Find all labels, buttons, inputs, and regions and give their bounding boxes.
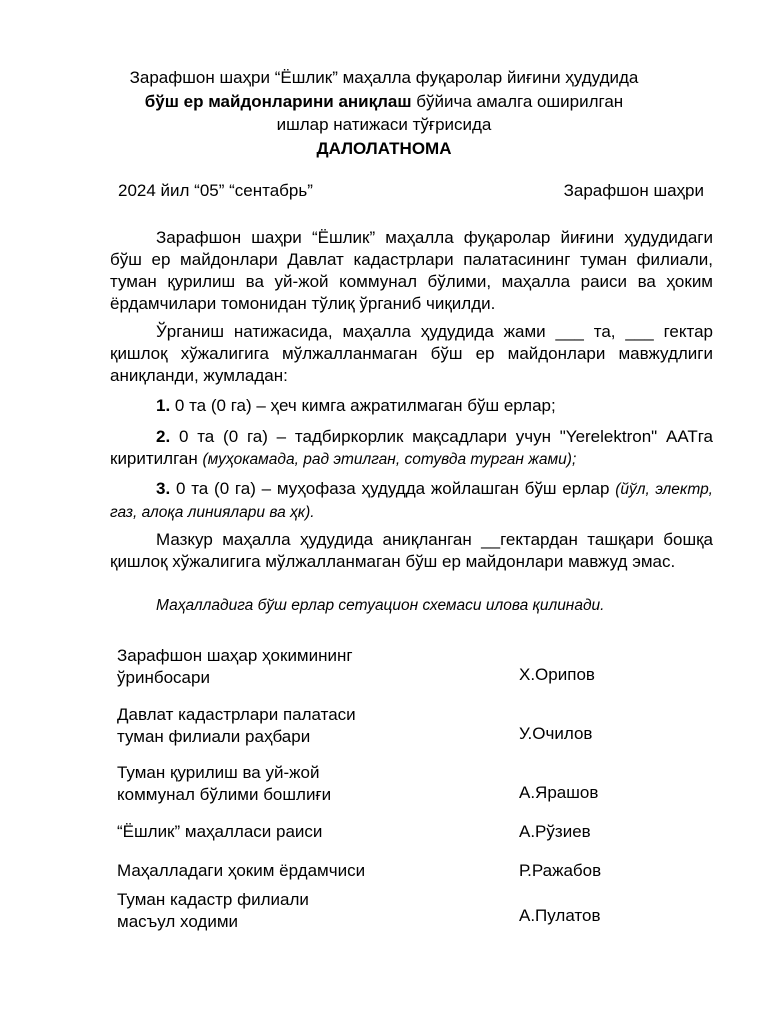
list-item-text: 0 та (0 га) – муҳофаза ҳудудда жойлашган бўш ерлар xyxy=(170,479,616,498)
list-item xyxy=(110,478,713,524)
paragraph-findings: Ўрганиш натижасида, маҳалла ҳудудида жами ___ та, ___ гектар қишлоқ хўжалигига мўлжалланмаган бўш ер майдонлари мавжудлиги аниқланди, жумладан: xyxy=(110,322,713,385)
signature-title-line: Давлат кадастрлари палатаси xyxy=(117,705,356,724)
signature-name: У.Очилов xyxy=(519,724,593,743)
signature-title xyxy=(117,762,497,805)
signature-title xyxy=(117,860,497,882)
list-item-number: 3. xyxy=(156,479,171,498)
header-line-2-bold: бўш ер майдонларини аниқлаш xyxy=(144,91,412,111)
signature-title-line: Маҳалладаги ҳоким ёрдамчиси xyxy=(117,861,366,880)
list-item-note: (муҳокамада, рад этилган, сотувда турган жами); xyxy=(202,451,577,468)
signature-name: А.Пулатов xyxy=(519,906,601,925)
signature-title-line: “Ёшлик” маҳалласи раиси xyxy=(117,822,323,841)
signature-title-line: туман филиали раҳбари xyxy=(117,726,311,746)
document-place: Зарафшон шаҳри xyxy=(563,181,704,200)
signature-name: Х.Орипов xyxy=(519,665,595,684)
list-item-number: 2. xyxy=(156,427,171,446)
list-item-note: (йўл, электр, газ, алоқа линиялари ва ҳк). xyxy=(110,481,713,521)
header-line-2 xyxy=(0,90,768,114)
signature-title xyxy=(117,889,497,932)
signature-title-line: масъул ходими xyxy=(117,911,239,931)
document-header xyxy=(0,66,768,160)
attachment-note: Маҳалладига бўш ерлар сетуацион схемаси илова қилинади. xyxy=(156,597,605,614)
signature-title-line: ўринбосари xyxy=(117,667,210,687)
signature-name: А.Рўзиев xyxy=(519,822,591,841)
list-item xyxy=(110,426,713,471)
document-date: 2024 йил “05” “сентабрь” xyxy=(118,181,313,200)
list-item-text: 0 та (0 га) – тадбиркорлик мақсадлари учун "Yerelektron" ААТга киритилган xyxy=(110,427,713,468)
signature-title xyxy=(117,821,497,843)
signature-name: Р.Ражабов xyxy=(519,861,602,880)
signature-title-line: коммунал бўлими бошлиғи xyxy=(117,784,332,804)
document-title: ДАЛОЛАТНОМА xyxy=(316,138,452,158)
paragraph-intro: Зарафшон шаҳри “Ёшлик” маҳалла фуқаролар йиғини ҳудудидаги бўш ер майдонлари Давлат кадастрлари палатасининг туман филиали, туман қурилиш ва уй-жой коммунал бўлими, маҳалла раиси ва ҳоким ёрдамчилари томонидан тўлиқ ўрганиб чиқилди. xyxy=(110,228,713,313)
paragraph-conclusion: Мазкур маҳалла ҳудудида аниқланган __гектардан ташқари бошқа қишлоқ хўжалигига мўлжалланмаган бўш ер майдонлари мавжуд эмас. xyxy=(110,530,713,571)
signature-title xyxy=(117,645,497,688)
signature-name: А.Ярашов xyxy=(519,783,599,802)
list-item-text: 0 та (0 га) – ҳеч кимга ажратилмаган бўш ерлар; xyxy=(170,396,556,415)
signature-title xyxy=(117,704,497,747)
header-line-1: Зарафшон шаҳри “Ёшлик” маҳалла фуқаролар йиғини ҳудудида xyxy=(129,68,639,87)
list-item xyxy=(110,395,713,417)
signature-title-line: Туман қурилиш ва уй-жой xyxy=(117,763,320,782)
header-line-3: ишлар натижаси тўғрисида xyxy=(276,115,492,134)
signature-title-line: Туман кадастр филиали xyxy=(117,890,309,909)
header-line-2-rest: бўйича амалга оширилган xyxy=(411,91,624,111)
list-item-number: 1. xyxy=(156,396,171,415)
signature-title-line: Зарафшон шаҳар ҳокимининг xyxy=(117,646,353,665)
